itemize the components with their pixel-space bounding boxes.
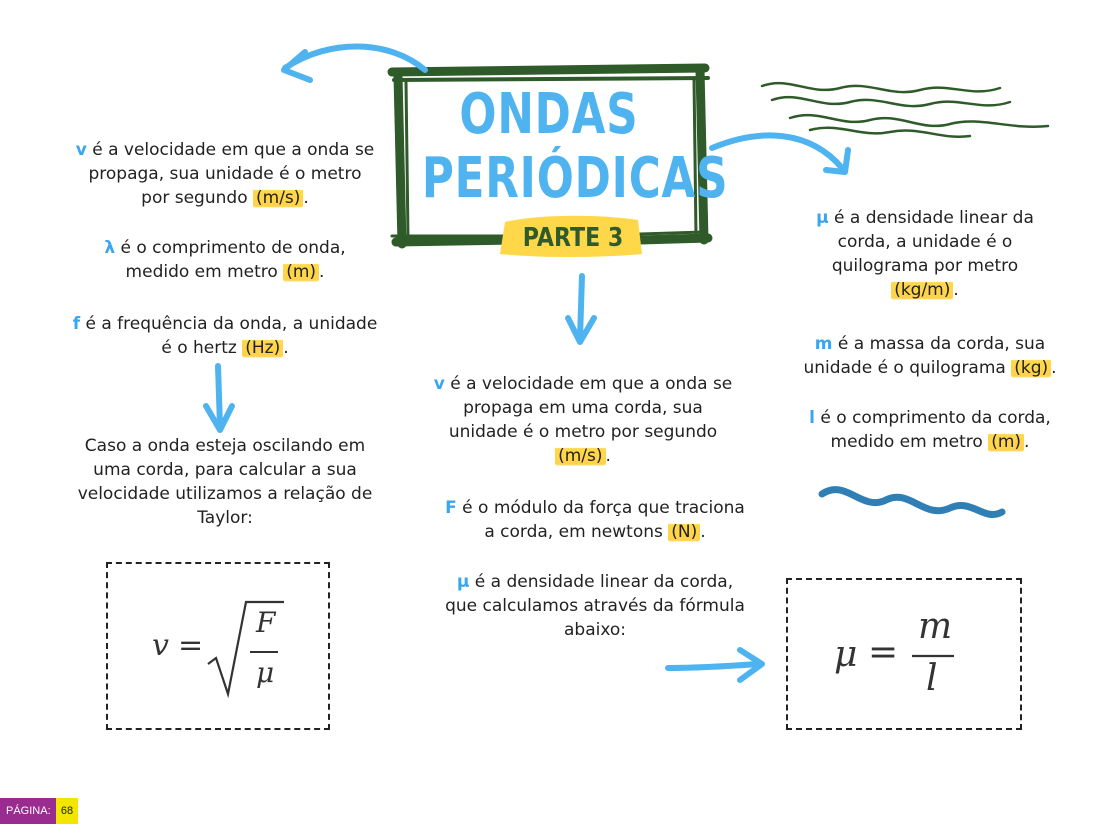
left-f-unit: (Hz): [242, 338, 283, 358]
taylor-denominator: μ: [256, 656, 275, 689]
symbol-mu-center: μ: [456, 572, 470, 592]
left-v-description: [60, 138, 390, 210]
center-v-text1: é a velocidade em que a onda se: [450, 374, 733, 394]
right-mu-text3: quilograma por metro: [831, 256, 1019, 276]
left-f-text1: é a frequência da onda, a unidade: [85, 314, 378, 334]
left-lambda-end: .: [319, 262, 325, 282]
title-line-2: PERIÓDICAS: [421, 146, 729, 211]
taylor-line1: Caso a onda esteja oscilando em: [84, 436, 366, 456]
taylor-formula-box: [106, 562, 330, 730]
center-F-text1: é o módulo da força que traciona: [462, 498, 745, 518]
symbol-v-center: v: [433, 374, 445, 394]
left-v-text2: propaga, sua unidade é o metro: [88, 164, 362, 184]
center-mu-description: [430, 570, 760, 642]
symbol-v: v: [75, 140, 87, 160]
right-mu-text1: é a densidade linear da: [834, 208, 1034, 228]
right-l-unit: (m): [988, 432, 1024, 452]
taylor-eq: =: [178, 628, 204, 663]
left-v-end: .: [303, 188, 309, 208]
center-v-end: .: [605, 446, 611, 466]
right-mu-text2: corda, a unidade é o: [837, 232, 1013, 252]
left-lambda-text2: medido em metro: [125, 262, 278, 282]
center-mu-text1: é a densidade linear da corda,: [474, 572, 734, 592]
page-number: 68: [56, 798, 78, 824]
density-denominator: l: [926, 658, 938, 699]
center-F-end: .: [700, 522, 706, 542]
right-l-description: [790, 406, 1070, 454]
left-f-description: [60, 312, 390, 360]
arrow-top-right: [712, 135, 842, 168]
left-lambda-text1: é o comprimento de onda,: [120, 238, 346, 258]
symbol-F: F: [445, 498, 457, 518]
density-numerator: m: [918, 606, 953, 647]
right-m-description: [790, 332, 1070, 380]
taylor-lhs: v: [152, 628, 169, 663]
density-formula-box: [786, 578, 1022, 730]
left-taylor-description: [60, 434, 390, 530]
right-mu-unit: (kg/m): [891, 280, 953, 300]
center-mu-text3: abaixo:: [563, 620, 626, 640]
center-v-unit: (m/s): [555, 446, 605, 466]
symbol-l: l: [809, 408, 815, 428]
taylor-line2: uma corda, para calcular a sua: [93, 460, 357, 480]
right-mu-end: .: [953, 280, 959, 300]
left-v-unit: (m/s): [253, 188, 303, 208]
symbol-lambda: λ: [104, 238, 116, 258]
taylor-numerator: F: [256, 606, 276, 639]
right-l-text1: é o comprimento da corda,: [820, 408, 1051, 428]
left-lambda-unit: (m): [283, 262, 319, 282]
symbol-f: f: [72, 314, 81, 334]
right-mu-description: [790, 206, 1060, 302]
center-v-text2: propaga em uma corda, sua: [463, 398, 703, 418]
center-F-text2: a corda, em newtons: [484, 522, 663, 542]
left-v-text1: é a velocidade em que a onda se: [92, 140, 375, 160]
right-l-end: .: [1024, 432, 1030, 452]
center-F-unit: (N): [668, 522, 700, 542]
density-lhs: μ: [834, 634, 858, 675]
title-line-1: ONDAS: [459, 82, 639, 147]
arrow-left-down: [218, 366, 220, 426]
right-m-unit: (kg): [1011, 358, 1051, 378]
arrow-right-formula: [668, 664, 758, 668]
left-lambda-description: [60, 236, 390, 284]
center-mu-text2: que calculamos através da fórmula: [445, 596, 745, 616]
right-m-text2: unidade é o quilograma: [803, 358, 1006, 378]
page-label: PÁGINA:: [0, 798, 57, 824]
center-F-description: [430, 496, 760, 544]
right-m-text1: é a massa da corda, sua: [837, 334, 1046, 354]
title-part: PARTE 3: [522, 223, 624, 253]
symbol-mu-right: μ: [816, 208, 829, 228]
symbol-m: m: [814, 334, 833, 354]
center-v-text3: unidade é o metro por segundo: [448, 422, 718, 442]
blue-wave: [822, 490, 1002, 515]
center-v-description: [430, 372, 736, 468]
arrow-center-down: [580, 276, 582, 338]
right-l-text2: medido em metro: [830, 432, 983, 452]
left-f-end: .: [283, 338, 289, 358]
green-waves: [762, 83, 1048, 137]
left-f-text2: é o hertz: [161, 338, 237, 358]
density-eq: =: [868, 632, 899, 673]
taylor-line3: velocidade utilizamos a relação de: [77, 484, 373, 504]
taylor-line4: Taylor:: [197, 508, 253, 528]
left-v-text3: por segundo: [141, 188, 248, 208]
right-m-end: .: [1051, 358, 1057, 378]
